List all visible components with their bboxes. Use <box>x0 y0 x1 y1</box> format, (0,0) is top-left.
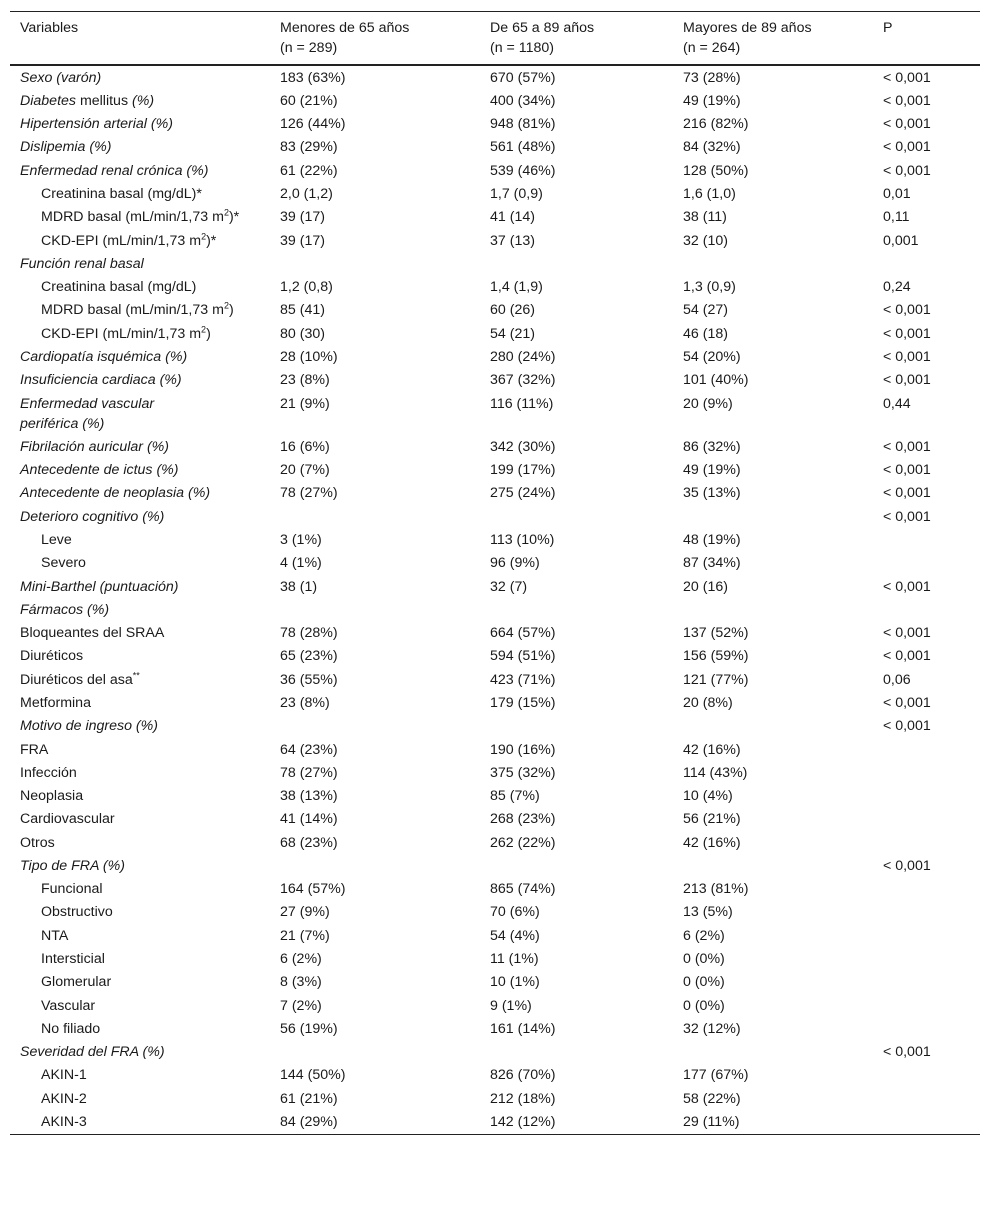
cell-p <box>883 784 980 807</box>
cell-g2: 37 (13) <box>490 232 535 249</box>
cell-g3: 101 (40%) <box>683 372 749 389</box>
cell-g2: 113 (10%) <box>490 531 555 548</box>
table-row <box>10 924 980 947</box>
row-label: Vascular <box>41 997 96 1014</box>
cell-g2: 664 (57%) <box>490 625 556 642</box>
cell-p: < 0,001 <box>883 92 931 109</box>
row-label: CKD-EPI (mL/min/1,73 $m^2)*$ <box>41 230 217 249</box>
table-row <box>10 528 980 551</box>
cell-g2: 11 (1%) <box>490 951 539 968</box>
cell-p: < 0,001 <box>883 857 931 874</box>
cell-p: 0,11 <box>883 209 910 226</box>
table-row <box>10 901 980 924</box>
cell-g2 <box>480 1041 673 1064</box>
cell-g1 <box>270 854 480 877</box>
row-label: Enfermedad vascular periférica (%) <box>20 395 155 432</box>
table-row <box>10 89 980 112</box>
cell-g3: 73 (28%) <box>683 69 741 86</box>
cell-p <box>883 1064 980 1087</box>
cell-g3 <box>673 1041 883 1064</box>
cell-g1: 38 (1) <box>280 578 318 595</box>
cell-g1: 39 (17) <box>280 232 325 249</box>
row-label: FRA <box>20 741 49 758</box>
table-row <box>10 65 980 89</box>
cell-g3: 13 (5%) <box>683 904 733 921</box>
cell-g3: 29 (11%) <box>683 1114 740 1131</box>
cell-g1: 64 (23%) <box>280 741 338 758</box>
table-row <box>10 206 980 229</box>
cell-p: < 0,001 <box>883 694 931 711</box>
table-row <box>10 598 980 621</box>
cell-g3 <box>673 252 883 275</box>
cell-g2: 342 (30%) <box>490 438 556 455</box>
row-label: Deterioro cognitivo (%) <box>20 508 165 525</box>
cell-g1: 78 (27%) <box>280 485 338 502</box>
cell-g2: 865 (74%) <box>490 881 556 898</box>
cell-p: < 0,001 <box>883 485 931 502</box>
table-row <box>10 971 980 994</box>
cell-g3: 84 (32%) <box>683 139 741 156</box>
table-row <box>10 645 980 668</box>
row-label: Obstructivo <box>41 904 113 921</box>
cell-p <box>883 831 980 854</box>
row-label: Severidad del FRA (%) <box>20 1044 165 1061</box>
row-label: Hipertensión arterial (%) <box>20 116 173 133</box>
row-label: Funcional <box>41 881 103 898</box>
table-row <box>10 1064 980 1087</box>
cell-g1: 20 (7%) <box>280 462 330 479</box>
cell-g3: 156 (59%) <box>683 648 749 665</box>
cell-g3: 58 (22%) <box>683 1090 741 1107</box>
cell-p <box>883 971 980 994</box>
cell-g1: 7 (2%) <box>280 997 322 1014</box>
table-row <box>10 947 980 970</box>
cell-p: 0,01 <box>883 186 911 203</box>
table-row <box>10 621 980 644</box>
row-label: Creatinina basal (mg/dL) <box>41 279 197 296</box>
cell-p: < 0,001 <box>883 302 931 319</box>
cell-p: < 0,001 <box>883 578 931 595</box>
cell-p <box>883 1110 980 1134</box>
cell-p <box>883 878 980 901</box>
cell-g2: 142 (12%) <box>490 1114 556 1131</box>
cell-p: 0,44 <box>883 395 911 412</box>
row-label: Antecedente de ictus (%) <box>20 462 179 479</box>
table-container <box>10 11 980 1135</box>
cell-g2: 262 (22%) <box>490 834 556 851</box>
cell-p <box>883 1087 980 1110</box>
table-row <box>10 113 980 136</box>
cell-p <box>883 947 980 970</box>
cell-p: < 0,001 <box>883 139 931 156</box>
cell-g2: 212 (18%) <box>490 1090 556 1107</box>
cell-p: < 0,001 <box>883 325 931 342</box>
cell-g1: 4 (1%) <box>280 555 322 572</box>
cell-g2: 41 (14) <box>490 209 535 226</box>
table-row <box>10 252 980 275</box>
cell-p <box>883 598 980 621</box>
row-label: Fibrilación auricular (%) <box>20 438 170 455</box>
cell-p <box>883 808 980 831</box>
cell-g2 <box>480 505 673 528</box>
cell-g3: 0 (0%) <box>683 951 725 968</box>
table-row <box>10 1087 980 1110</box>
cell-g1: 60 (21%) <box>280 92 338 109</box>
cell-g3: 87 (34%) <box>683 555 741 572</box>
cell-g1 <box>270 715 480 738</box>
cell-g3: 32 (12%) <box>683 1020 741 1037</box>
row-label: Bloqueantes del SRAA <box>20 625 165 642</box>
cell-g1: 21 (9%) <box>280 395 330 412</box>
header-row <box>10 12 980 66</box>
table-row <box>10 369 980 392</box>
cell-g3: 86 (32%) <box>683 438 741 455</box>
cell-p: < 0,001 <box>883 349 931 366</box>
row-label: Fármacos (%) <box>20 601 110 618</box>
cell-g3: 35 (13%) <box>683 485 741 502</box>
row-label: Leve <box>41 531 72 548</box>
cell-g3 <box>673 854 883 877</box>
cell-g3: 0 (0%) <box>683 974 725 991</box>
cell-g1: 61 (21%) <box>280 1090 338 1107</box>
cell-g2 <box>480 854 673 877</box>
cell-g3: 32 (10) <box>683 232 728 249</box>
cell-g1 <box>270 598 480 621</box>
row-label: NTA <box>41 927 69 944</box>
cell-g2: 1,7 (0,9) <box>490 186 543 203</box>
cell-g1: 2,0 (1,2) <box>280 186 333 203</box>
cell-g3: 20 (8%) <box>683 694 733 711</box>
cell-g1: 6 (2%) <box>280 951 322 968</box>
cell-g2 <box>480 715 673 738</box>
row-label: Diuréticos del asa** <box>20 669 140 688</box>
row-label: Severo <box>41 555 86 572</box>
row-label: AKIN-3 <box>41 1114 87 1131</box>
row-label: Diuréticos <box>20 648 84 665</box>
cell-g3: 1,6 (1,0) <box>683 186 736 203</box>
table-row <box>10 784 980 807</box>
table-row <box>10 761 980 784</box>
cell-g1: 8 (3%) <box>280 974 322 991</box>
cell-p <box>883 738 980 761</box>
header-group-over-89: Mayores de 89 años (n = 264) <box>683 20 812 56</box>
cell-g1: 84 (29%) <box>280 1114 338 1131</box>
cell-g3 <box>673 598 883 621</box>
cell-g3: 56 (21%) <box>683 811 741 828</box>
table-row <box>10 831 980 854</box>
table-row <box>10 668 980 691</box>
cell-g3: 54 (20%) <box>683 349 741 366</box>
row-label: Infección <box>20 764 77 781</box>
cell-g3: 46 (18) <box>683 325 728 342</box>
table-row <box>10 299 980 322</box>
cell-g1: 80 (30) <box>280 325 325 342</box>
table-row <box>10 878 980 901</box>
cell-g1: 61 (22%) <box>280 162 338 179</box>
row-label: Glomerular <box>41 974 112 991</box>
row-label: Mini-Barthel (puntuación) <box>20 578 179 595</box>
cell-g3: 20 (9%) <box>683 395 733 412</box>
cell-g1: 23 (8%) <box>280 694 330 711</box>
cell-g1: 78 (27%) <box>280 764 338 781</box>
cell-g1: 85 (41) <box>280 302 325 319</box>
cell-g2: 179 (15%) <box>490 694 556 711</box>
cell-g1: 183 (63%) <box>280 69 346 86</box>
cell-g2: 275 (24%) <box>490 485 556 502</box>
cell-g1: 65 (23%) <box>280 648 338 665</box>
row-label: Dislipemia (%) <box>20 139 112 156</box>
table-row <box>10 276 980 299</box>
cell-g2: 10 (1%) <box>490 974 540 991</box>
cell-g2: 60 (26) <box>490 302 535 319</box>
cell-g1: 68 (23%) <box>280 834 338 851</box>
cell-p <box>883 552 980 575</box>
cell-p: < 0,001 <box>883 648 931 665</box>
cell-g1: 27 (9%) <box>280 904 330 921</box>
cell-g3: 42 (16%) <box>683 741 741 758</box>
cell-g1 <box>270 1041 480 1064</box>
cell-g1: 144 (50%) <box>280 1067 346 1084</box>
cell-g2: 199 (17%) <box>490 462 556 479</box>
cell-g2: 9 (1%) <box>490 997 532 1014</box>
table-row <box>10 136 980 159</box>
table-row <box>10 575 980 598</box>
cell-g3: 0 (0%) <box>683 997 725 1014</box>
cell-p: < 0,001 <box>883 438 931 455</box>
table-row <box>10 715 980 738</box>
cell-p: < 0,001 <box>883 462 931 479</box>
cell-g1: 28 (10%) <box>280 349 338 366</box>
row-label: No filiado <box>41 1020 101 1037</box>
row-label: MDRD basal (mL/min/1,73 $m^2$) <box>41 300 234 319</box>
table-row <box>10 1110 980 1134</box>
row-label: Insuficiencia cardiaca (%) <box>20 372 182 389</box>
cell-g2: 367 (32%) <box>490 372 556 389</box>
data-table <box>10 11 980 1135</box>
cell-p <box>883 252 980 275</box>
cell-g2 <box>480 252 673 275</box>
cell-g3: 137 (52%) <box>683 625 749 642</box>
table-row <box>10 994 980 1017</box>
cell-g1: 83 (29%) <box>280 139 338 156</box>
cell-p: 0,001 <box>883 232 919 249</box>
cell-g2: 1,4 (1,9) <box>490 279 543 296</box>
cell-g3: 48 (19%) <box>683 531 741 548</box>
cell-p: < 0,001 <box>883 1044 931 1061</box>
table-header <box>10 12 980 66</box>
cell-p: < 0,001 <box>883 625 931 642</box>
cell-g1 <box>270 252 480 275</box>
cell-p: 0,24 <box>883 279 911 296</box>
cell-p <box>883 761 980 784</box>
cell-g2: 190 (16%) <box>490 741 556 758</box>
cell-g3: 128 (50%) <box>683 162 749 179</box>
cell-g3: 6 (2%) <box>683 927 725 944</box>
cell-g1: 126 (44%) <box>280 116 346 133</box>
cell-g2: 32 (7) <box>490 578 528 595</box>
cell-g3: 49 (19%) <box>683 92 741 109</box>
cell-g2: 70 (6%) <box>490 904 540 921</box>
table-row <box>10 459 980 482</box>
cell-p <box>883 924 980 947</box>
cell-g1: 3 (1%) <box>280 531 322 548</box>
cell-p: < 0,001 <box>883 116 931 133</box>
row-label: Cardiovascular <box>20 811 115 828</box>
header-variables: Variables <box>20 20 79 36</box>
table-row <box>10 808 980 831</box>
cell-g2: 85 (7%) <box>490 788 540 805</box>
row-label: Sexo (varón) <box>20 69 102 86</box>
row-label: AKIN-2 <box>41 1090 87 1107</box>
cell-p <box>883 901 980 924</box>
row-label: Neoplasia <box>20 788 84 805</box>
cell-g2: 54 (4%) <box>490 927 540 944</box>
table-row <box>10 392 980 435</box>
cell-g3 <box>673 505 883 528</box>
cell-g3: 213 (81%) <box>683 881 749 898</box>
table-row <box>10 435 980 458</box>
cell-g2: 539 (46%) <box>490 162 556 179</box>
cell-g3: 114 (43%) <box>683 764 748 781</box>
cell-g3: 38 (11) <box>683 209 727 226</box>
row-label: Otros <box>20 834 55 851</box>
cell-g2: 116 (11%) <box>490 395 554 412</box>
cell-g2: 280 (24%) <box>490 349 556 366</box>
cell-p <box>883 1017 980 1040</box>
table-row <box>10 738 980 761</box>
cell-g2: 948 (81%) <box>490 116 556 133</box>
table-row <box>10 1041 980 1064</box>
header-p-value: P <box>883 20 893 36</box>
cell-g2: 161 (14%) <box>490 1020 556 1037</box>
table-row <box>10 322 980 345</box>
cell-g1: 21 (7%) <box>280 927 330 944</box>
cell-g1: 16 (6%) <box>280 438 330 455</box>
table-row <box>10 552 980 575</box>
cell-p: < 0,001 <box>883 718 931 735</box>
row-label: Motivo de ingreso (%) <box>20 718 158 735</box>
cell-g3: 1,3 (0,9) <box>683 279 736 296</box>
row-label: AKIN-1 <box>41 1067 87 1084</box>
cell-g1 <box>270 505 480 528</box>
table-row <box>10 854 980 877</box>
row-label: Tipo de FRA (%) <box>20 857 125 874</box>
cell-p: < 0,001 <box>883 508 931 525</box>
cell-g3: 49 (19%) <box>683 462 741 479</box>
cell-g3: 42 (16%) <box>683 834 741 851</box>
row-label: Intersticial <box>41 951 105 968</box>
cell-p <box>883 994 980 1017</box>
table-row <box>10 182 980 205</box>
table-body <box>10 65 980 1134</box>
table-row <box>10 691 980 714</box>
cell-g1: 36 (55%) <box>280 671 338 688</box>
cell-g3: 177 (67%) <box>683 1067 749 1084</box>
table-row <box>10 345 980 368</box>
row-label: CKD-EPI (mL/min/1,73 $m^2$) <box>41 324 211 342</box>
cell-p: < 0,001 <box>883 372 931 389</box>
cell-g2: 375 (32%) <box>490 764 556 781</box>
cell-g1: 41 (14%) <box>280 811 338 828</box>
cell-p: 0,06 <box>883 671 911 688</box>
row-label: Enfermedad renal crónica (%) <box>20 162 209 179</box>
cell-g2: 594 (51%) <box>490 648 556 665</box>
cell-g2: 670 (57%) <box>490 69 556 86</box>
cell-g2: 54 (21) <box>490 325 535 342</box>
row-label: Función renal basal <box>20 255 144 272</box>
row-label: Metformina <box>20 694 91 711</box>
table-row <box>10 229 980 252</box>
cell-p <box>883 528 980 551</box>
table-row <box>10 1017 980 1040</box>
table-row <box>10 505 980 528</box>
cell-g1: 39 (17) <box>280 209 325 226</box>
cell-g1: 23 (8%) <box>280 372 330 389</box>
cell-g1: 56 (19%) <box>280 1020 338 1037</box>
header-group-65-89: De 65 a 89 años (n = 1180) <box>490 20 595 56</box>
row-label: Antecedente de neoplasia (%) <box>20 485 211 502</box>
cell-g2: 826 (70%) <box>490 1067 556 1084</box>
cell-g3 <box>673 715 883 738</box>
cell-g2 <box>480 598 673 621</box>
table-row <box>10 159 980 182</box>
row-label: Cardiopatía isquémica (%) <box>20 349 188 366</box>
cell-g3: 121 (77%) <box>683 671 749 688</box>
header-group-under-65: Menores de 65 años (n = 289) <box>280 20 410 56</box>
row-label: MDRD basal (mL/min/1,73 $m^2)*$ <box>41 207 240 226</box>
cell-g2: 423 (71%) <box>490 671 556 688</box>
cell-g3: 216 (82%) <box>683 116 749 133</box>
cell-g1: 38 (13%) <box>280 788 338 805</box>
cell-g3: 10 (4%) <box>683 788 733 805</box>
cell-g1: 164 (57%) <box>280 881 346 898</box>
cell-g2: 268 (23%) <box>490 811 556 828</box>
cell-g1: 1,2 (0,8) <box>280 279 333 296</box>
row-label: Creatinina basal (mg/dL)* <box>41 186 202 203</box>
cell-g2: 561 (48%) <box>490 139 556 156</box>
cell-p: < 0,001 <box>883 69 931 86</box>
cell-g1: 78 (28%) <box>280 625 338 642</box>
row-label: Diabetes mellitus (%) <box>20 92 155 109</box>
cell-g3: 20 (16) <box>683 578 728 595</box>
cell-p: < 0,001 <box>883 162 931 179</box>
cell-g2: 400 (34%) <box>490 92 556 109</box>
cell-g2: 96 (9%) <box>490 555 540 572</box>
table-row <box>10 482 980 505</box>
cell-g3: 54 (27) <box>683 302 728 319</box>
